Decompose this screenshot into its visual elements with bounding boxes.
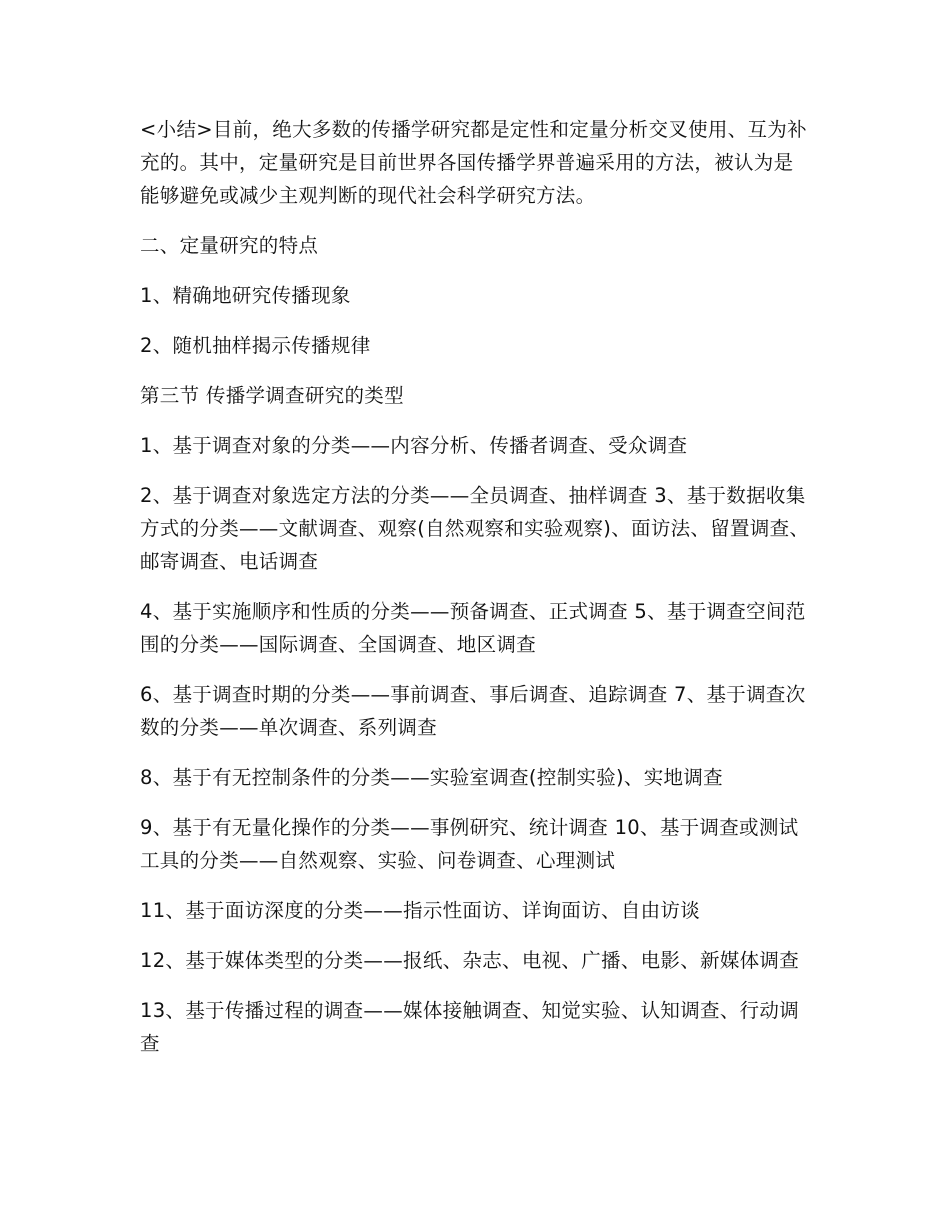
list-item: 1、精确地研究传播现象 — [140, 284, 351, 307]
list-item: 8、基于有无控制条件的分类——实验室调查(控制实验)、实地调查 — [140, 766, 723, 789]
list-item: 6、基于调查时期的分类——事前调查、事后调查、追踪调查 7、基于调查次数的分类——单次调查、系列调查 — [140, 683, 806, 739]
list-item: 11、基于面访深度的分类——指示性面访、详询面访、自由访谈 — [140, 899, 701, 922]
list-item: 1、基于调查对象的分类——内容分析、传播者调查、受众调查 — [140, 434, 688, 457]
summary-paragraph: <小结>目前，绝大多数的传播学研究都是定性和定量分析交叉使用、互为补充的。其中，定量研究是目前世界各国传播学界普遍采用的方法，被认为是能够避免或减少主观判断的现代社会科学研究方法。 — [140, 118, 807, 207]
list-item: 2、基于调查对象选定方法的分类——全员调查、抽样调查 3、基于数据收集方式的分类——文献调查、观察(自然观察和实验观察)、面访法、留置调查、邮寄调查、电话调查 — [140, 484, 810, 573]
list-item: 4、基于实施顺序和性质的分类——预备调查、正式调查 5、基于调查空间范围的分类——国际调查、全国调查、地区调查 — [140, 600, 806, 656]
list-item: 13、基于传播过程的调查——媒体接触调查、知觉实验、认知调查、行动调查 — [140, 999, 800, 1055]
section-heading-types: 第三节 传播学调查研究的类型 — [140, 384, 404, 407]
list-item: 2、随机抽样揭示传播规律 — [140, 334, 371, 357]
section-heading-features: 二、定量研究的特点 — [140, 234, 319, 257]
list-item: 12、基于媒体类型的分类——报纸、杂志、电视、广播、电影、新媒体调查 — [140, 949, 800, 972]
list-item: 9、基于有无量化操作的分类——事例研究、统计调查 10、基于调查或测试工具的分类——自然观察、实验、问卷调查、心理测试 — [140, 816, 799, 872]
document-body — [140, 113, 812, 1077]
